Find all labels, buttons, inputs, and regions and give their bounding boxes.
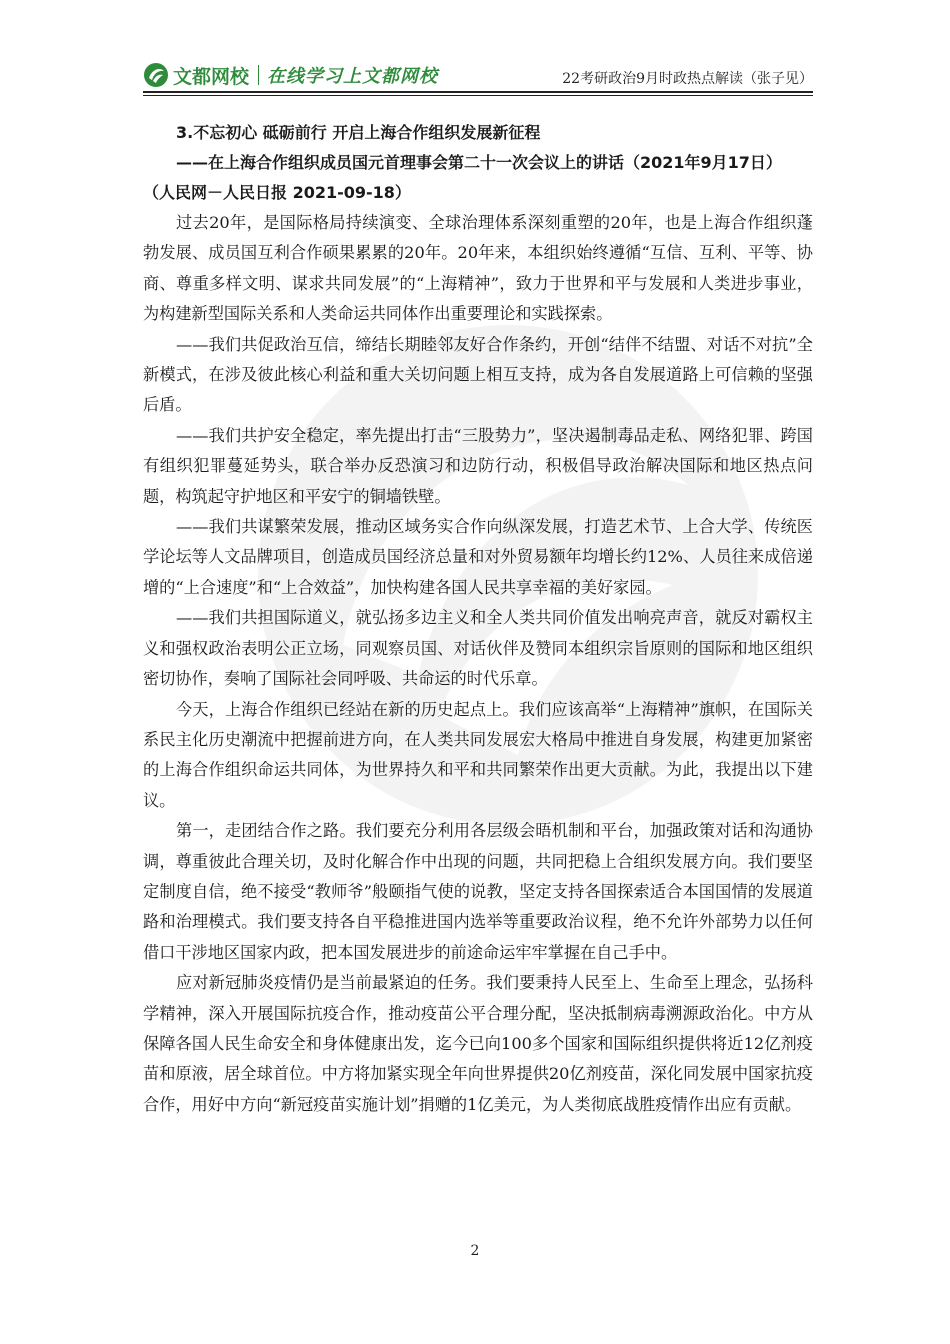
article bbox=[143, 118, 813, 1120]
paragraph-3: ——我们共护安全稳定，率先提出打击“三股势力”，坚决遏制毒品走私、网络犯罪、跨国有组织犯罪蔓延势头，联合举办反恐演习和边防行动，积极倡导政治解决国际和地区热点问题，构筑起守护地区和平安宁的铜墙铁壁。 bbox=[143, 425, 813, 506]
article-title: 3.不忘初心 砥砺前行 开启上海合作组织发展新征程 bbox=[176, 123, 541, 142]
paragraph-6: 今天，上海合作组织已经站在新的历史起点上。我们应该高举“上海精神”旗帜，在国际关系民主化历史潮流中把握前进方向，在人类共同发展宏大格局中推进自身发展，构建更加紧密的上海合作组织命运共同体，为世界持久和平和共同繁荣作出更大贡献。为此，我提出以下建议。 bbox=[143, 699, 813, 810]
page-number: 2 bbox=[470, 1243, 480, 1259]
paragraph-2: ——我们共促政治互信，缔结长期睦邻友好合作条约，开创“结伴不结盟、对话不对抗”全新模式，在涉及彼此核心利益和重大关切问题上相互支持，成为各自发展道路上可信赖的坚强后盾。 bbox=[143, 334, 813, 415]
article-subtitle: ——在上海合作组织成员国元首理事会第二十一次会议上的讲话（2021年9月17日） bbox=[176, 153, 782, 172]
paragraph-4: ——我们共谋繁荣发展，推动区域务实合作向纵深发展，打造艺术节、上合大学、传统医学论坛等人文品牌项目，创造成员国经济总量和对外贸易额年均增长约12%、人员往来成倍递增的“上合速度”和“上合效益”，加快构建各国人民共享幸福的美好家园。 bbox=[143, 517, 813, 597]
wendu-logo-icon bbox=[143, 62, 169, 88]
logo-divider bbox=[258, 65, 259, 85]
brand-slogan: 在线学习上文都网校 bbox=[267, 66, 439, 87]
document-title: 22考研政治9月时政热点解读（张子见） bbox=[562, 71, 813, 87]
paragraph-8: 应对新冠肺炎疫情仍是当前最紧迫的任务。我们要秉持人民至上、生命至上理念，弘扬科学精神，深入开展国际抗疫合作，推动疫苗公平合理分配，坚决抵制病毒溯源政治化。中方从保障各国人民生命安全和身体健康出发，迄今已向100多个国家和国际组织提供将近12亿剂疫苗和原液，居全球首位。中方将加紧实现全年向世界提供20亿剂疫苗，深化同发展中国家抗疫合作，用好中方向“新冠疫苗实施计划”捐赠的1亿美元，为人类彻底战胜疫情作出应有贡献。 bbox=[143, 973, 813, 1114]
header-rule-thin bbox=[143, 95, 813, 96]
paragraph-7: 第一，走团结合作之路。我们要充分利用各层级会晤机制和平台，加强政策对话和沟通协调，尊重彼此合理关切，及时化解合作中出现的问题，共同把稳上合组织发展方向。我们要坚定制度自信，绝不接受“教师爷”般颐指气使的说教，坚定支持各国探索适合本国国情的发展道路和治理模式。我们要支持各自平稳推进国内选举等重要政治议程，绝不允许外部势力以任何借口干涉地区国家内政，把本国发展进步的前途命运牢牢掌握在自己手中。 bbox=[143, 821, 813, 962]
page-header bbox=[143, 58, 813, 92]
article-source: （人民网－人民日报 2021-09-18） bbox=[143, 183, 411, 202]
paragraph-5: ——我们共担国际道义，就弘扬多边主义和全人类共同价值发出响亮声音，就反对霸权主义和强权政治表明公正立场，同观察员国、对话伙伴及赞同本组织宗旨原则的国际和地区组织密切协作，奏响了国际社会同呼吸、共命运的时代乐章。 bbox=[143, 608, 813, 689]
brand-logo bbox=[143, 58, 438, 92]
paragraph-1: 过去20年，是国际格局持续演变、全球治理体系深刻重塑的20年，也是上海合作组织蓬勃发展、成员国互利合作硕果累累的20年。20年来，本组织始终遵循“互信、互利、平等、协商、尊重多样文明、谋求共同发展”的“上海精神”，致力于世界和平与发展和人类进步事业，为构建新型国际关系和人类命运共同体作出重要理论和实践探索。 bbox=[143, 213, 813, 324]
header-rule bbox=[143, 91, 813, 93]
brand-name: 文都网校 bbox=[173, 65, 250, 88]
